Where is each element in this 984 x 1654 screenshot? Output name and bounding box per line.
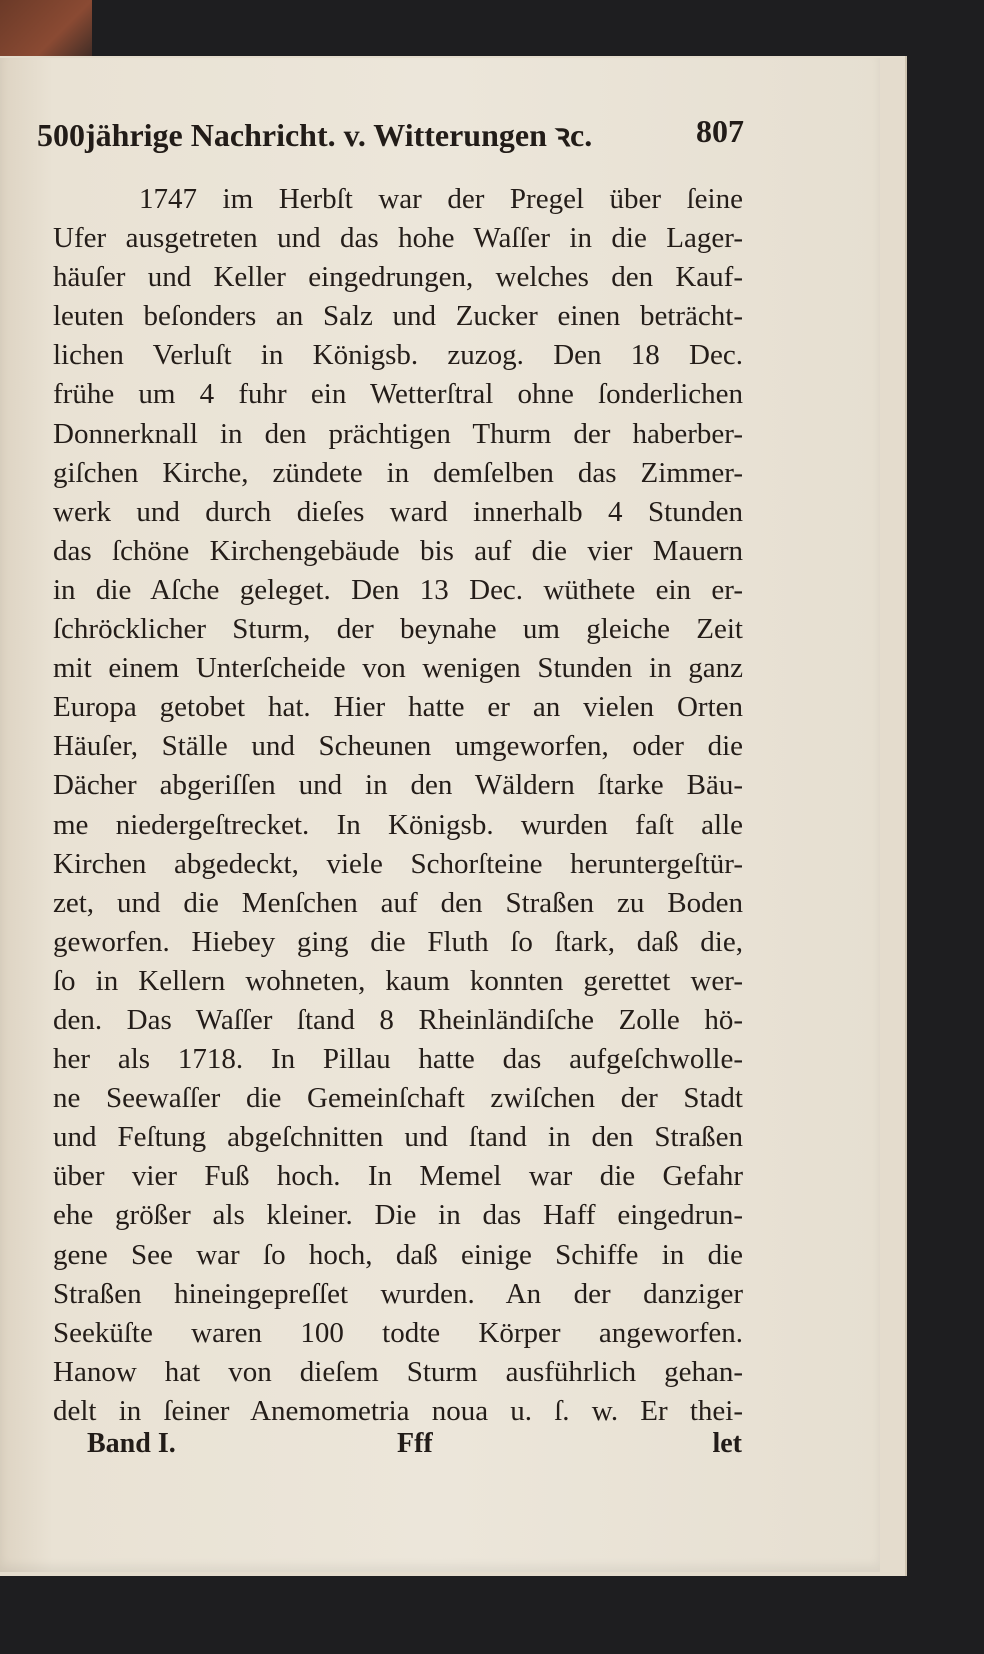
catchword: let [712, 1428, 742, 1459]
running-title: 500jährige Nachricht. v. Witterungen ꝛc. [37, 117, 593, 153]
text-line: Ufer ausgetreten und das hohe Waſſer in die Lager- [53, 222, 743, 255]
signature-mark: Fff [397, 1428, 433, 1459]
text-line: Straßen hineingepreſſet wurden. An der danziger [53, 1277, 743, 1310]
page-footer [87, 1428, 742, 1468]
text-line: über vier Fuß hoch. In Memel war die Gefahr [53, 1160, 743, 1193]
text-line: ſchröcklicher Sturm, der beynahe um gleiche Zeit [53, 613, 743, 646]
text-line: geworfen. Hiebey ging die Fluth ſo ſtark, daß die, [53, 925, 743, 958]
text-line: Seeküſte waren 100 todte Körper angeworfen. [53, 1316, 743, 1349]
signature-left: Band I. [87, 1428, 176, 1459]
text-line: me niedergeſtrecket. In Königsb. wurden faſt alle [53, 808, 743, 841]
text-line: den. Das Waſſer ſtand 8 Rheinländiſche Zolle hö- [53, 1003, 743, 1036]
text-line: frühe um 4 fuhr ein Wetterſtral ohne ſonderlichen [53, 378, 743, 411]
text-line: gene See war ſo hoch, daß einige Schiffe in die [53, 1238, 743, 1271]
text-line: mit einem Unterſcheide von wenigen Stunden in ganz [53, 652, 743, 685]
text-line: Kirchen abgedeckt, viele Schorſteine heruntergeſtür- [53, 847, 743, 880]
text-line: Dächer abgeriſſen und in den Wäldern ſtarke Bäu- [53, 769, 743, 802]
text-line: Europa getobet hat. Hier hatte er an vielen Orten [53, 691, 743, 724]
text-line: delt in ſeiner Anemometria noua u. ſ. w. Er thei- [53, 1394, 743, 1427]
text-line: Häuſer, Ställe und Scheunen umgeworfen, oder die [53, 730, 743, 763]
text-line: Donnerknall in den prächtigen Thurm der haberber- [53, 417, 743, 450]
text-line: leuten beſonders an Salz und Zucker einen beträcht- [53, 300, 743, 333]
text-line: lichen Verluſt in Königsb. zuzog. Den 18 Dec. [53, 339, 743, 372]
body-text [53, 180, 743, 1431]
text-line: her als 1718. In Pillau hatte das aufgeſchwolle- [53, 1043, 743, 1076]
text-line: in die Aſche geleget. Den 13 Dec. wüthete ein er- [53, 573, 743, 606]
text-line: häuſer und Keller eingedrungen, welches den Kauf- [53, 261, 743, 294]
page-header [37, 113, 744, 156]
text-line: 1747 im Herbſt war der Pregel über ſeine [139, 183, 743, 215]
text-line: und Feſtung abgeſchnitten und ſtand in den Straßen [53, 1121, 743, 1154]
text-line: werk und durch dieſes ward innerhalb 4 Stunden [53, 495, 743, 528]
page-number: 807 [696, 113, 744, 149]
text-line: das ſchöne Kirchengebäude bis auf die vier Mauern [53, 534, 743, 567]
text-line: ne Seewaſſer die Gemeinſchaft zwiſchen der Stadt [53, 1082, 743, 1115]
text-line: ehe größer als kleiner. Die in das Haff eingedrun- [53, 1199, 743, 1232]
text-line: ſo in Kellern wohneten, kaum konnten gerettet wer- [53, 964, 743, 997]
text-line: Hanow hat von dieſem Sturm ausführlich gehan- [53, 1355, 743, 1388]
book-corner-object [0, 0, 92, 62]
text-line: giſchen Kirche, zündete in demſelben das Zimmer- [53, 456, 743, 489]
text-line: zet, und die Menſchen auf den Straßen zu Boden [53, 886, 743, 919]
